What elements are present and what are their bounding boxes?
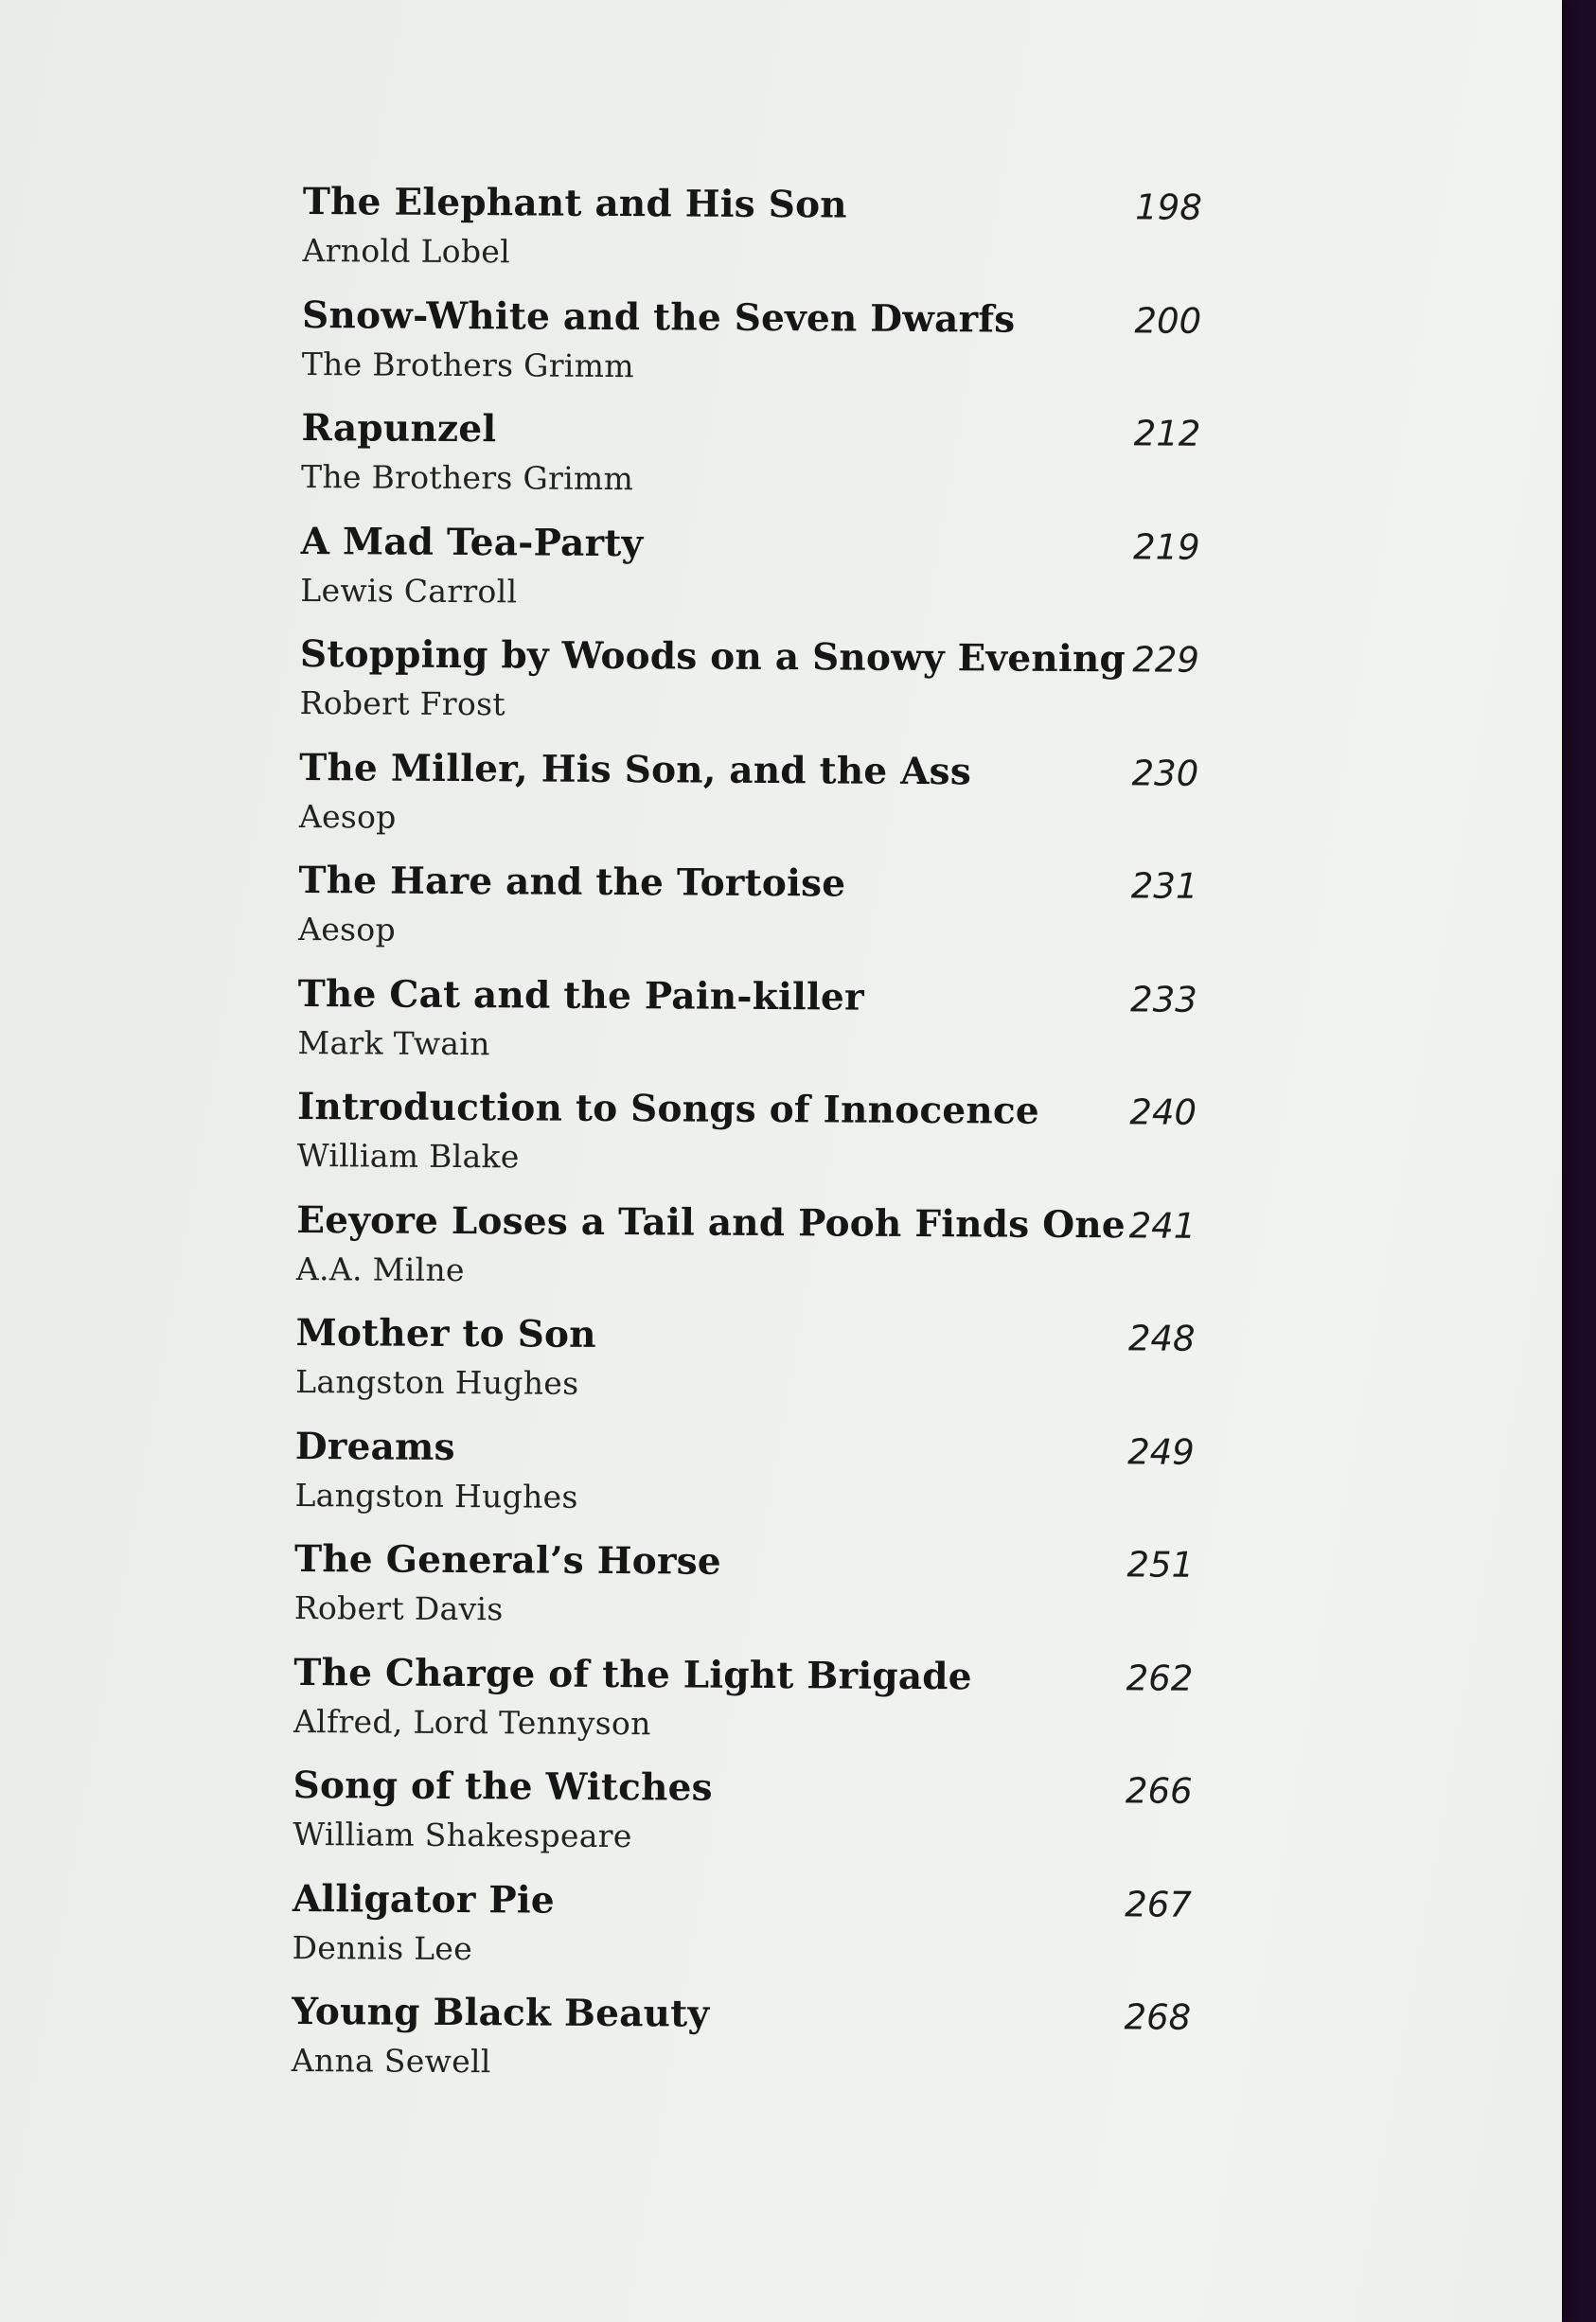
toc-entry <box>293 1650 1336 1769</box>
entry-page-number: 230 <box>1131 752 1199 794</box>
entry-title: The General’s Horse <box>293 1536 722 1584</box>
entry-author: William Blake <box>296 1136 520 1176</box>
entry-title: The Hare and the Tortoise <box>298 858 846 906</box>
entry-author: Arnold Lobel <box>302 231 511 271</box>
toc-entry <box>302 292 1344 412</box>
toc-entry <box>300 519 1342 638</box>
toc-entry <box>296 1197 1339 1317</box>
entry-author: Anna Sewell <box>291 2041 491 2081</box>
entry-title: The Cat and the Pain-killer <box>297 971 864 1019</box>
entry-title: Mother to Son <box>295 1310 596 1356</box>
entry-author: Lewis Carroll <box>300 571 518 610</box>
entry-author: William Shakespeare <box>293 1815 632 1855</box>
entry-page-number: 200 <box>1134 299 1202 342</box>
toc-entry <box>299 745 1341 864</box>
entry-author: The Brothers Grimm <box>301 345 635 384</box>
entry-page-number: 251 <box>1126 1544 1195 1586</box>
toc-entry <box>295 1311 1338 1430</box>
entry-author: Langston Hughes <box>295 1362 579 1402</box>
entry-author: Robert Davis <box>293 1588 504 1628</box>
entry-title: Introduction to Songs of Innocence <box>296 1084 1040 1133</box>
entry-page-number: 248 <box>1127 1318 1196 1359</box>
entry-author: The Brothers Grimm <box>300 457 634 498</box>
entry-author: Aesop <box>298 797 397 836</box>
toc-entry <box>294 1424 1337 1543</box>
entry-page-number: 267 <box>1125 1883 1193 1925</box>
entry-author: A.A. Milne <box>295 1250 465 1288</box>
entry-author: Aesop <box>298 910 397 948</box>
entry-title: The Miller, His Son, and the Ass <box>299 745 972 793</box>
toc-entry <box>302 180 1344 299</box>
entry-author: Langston Hughes <box>294 1476 578 1516</box>
entry-author: Alfred, Lord Tennyson <box>293 1702 651 1742</box>
entry-author: Robert Frost <box>299 683 505 723</box>
entry-page-number: 231 <box>1130 865 1198 907</box>
entry-page-number: 219 <box>1132 525 1200 568</box>
toc-entry <box>292 1990 1334 2109</box>
entry-page-number: 198 <box>1135 186 1202 228</box>
toc-entry <box>294 1537 1337 1657</box>
entry-page-number: 268 <box>1124 1996 1192 2038</box>
entry-title: Song of the Witches <box>293 1763 713 1810</box>
entry-title: Young Black Beauty <box>292 1989 710 2036</box>
entry-page-number: 262 <box>1126 1657 1194 1699</box>
entry-title: Eeyore Loses a Tail and Pooh Finds One <box>296 1197 1126 1247</box>
toc-entry <box>299 632 1341 752</box>
toc-entry <box>292 1876 1334 1995</box>
entry-title: Rapunzel <box>301 405 497 452</box>
entry-title: Alligator Pie <box>292 1876 555 1923</box>
toc-entry <box>293 1764 1335 1883</box>
entry-title: The Elephant and His Son <box>302 180 847 227</box>
table-of-contents <box>292 180 1344 2109</box>
toc-entry <box>301 406 1343 525</box>
entry-page-number: 249 <box>1127 1430 1195 1473</box>
entry-title: Snow-White and the Seven Dwarfs <box>301 292 1016 342</box>
toc-entry <box>298 859 1340 978</box>
entry-page-number: 212 <box>1133 413 1201 454</box>
toc-entry <box>296 1085 1339 1204</box>
entry-page-number: 266 <box>1125 1770 1193 1812</box>
entry-page-number: 240 <box>1129 1091 1197 1133</box>
toc-entry <box>297 971 1339 1090</box>
entry-page-number: 229 <box>1132 639 1200 681</box>
entry-title: A Mad Tea-Party <box>300 519 644 565</box>
entry-page-number: 233 <box>1129 978 1197 1020</box>
entry-page-number: 241 <box>1128 1204 1197 1247</box>
entry-title: The Charge of the Light Brigade <box>293 1650 972 1698</box>
entry-author: Mark Twain <box>297 1023 490 1062</box>
entry-title: Stopping by Woods on a Snowy Evening <box>299 631 1126 682</box>
entry-title: Dreams <box>294 1424 455 1469</box>
entry-author: Dennis Lee <box>292 1928 473 1967</box>
